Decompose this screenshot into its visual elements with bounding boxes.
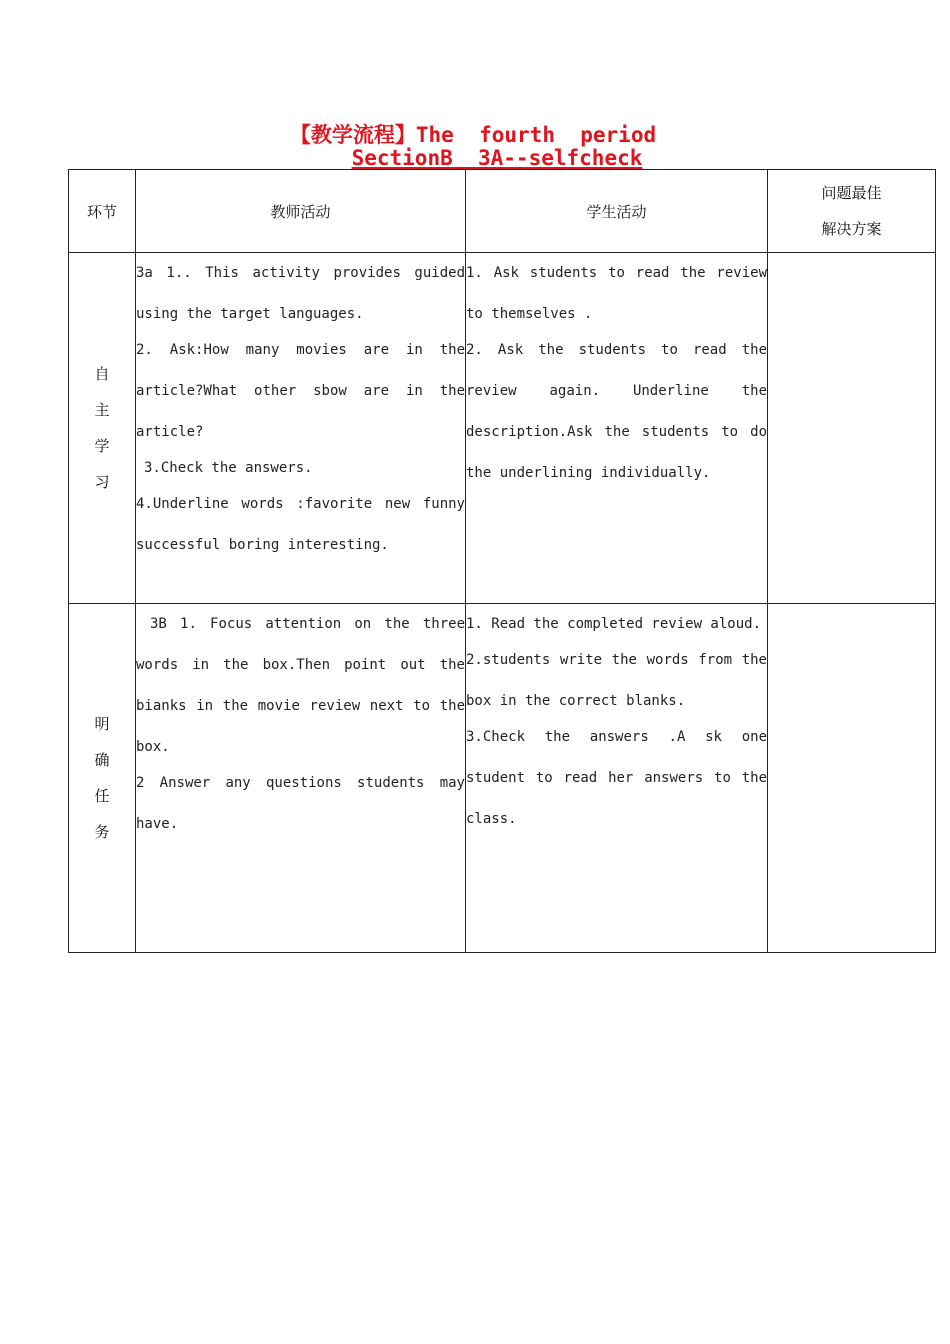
table-row bbox=[69, 253, 936, 604]
solution-cell bbox=[768, 253, 936, 604]
header-teacher-activity: 教师活动 bbox=[136, 170, 466, 253]
title-line-2: SectionB 3A--selfcheck bbox=[351, 146, 643, 170]
stage-char: 明 bbox=[94, 715, 110, 733]
title-line-1 bbox=[0, 124, 948, 147]
header-stage: 环节 bbox=[69, 170, 136, 253]
solution-cell bbox=[768, 604, 936, 953]
student-activity-cell bbox=[466, 253, 768, 604]
stage-char: 主 bbox=[94, 401, 110, 419]
header-row bbox=[69, 170, 936, 253]
stage-char: 务 bbox=[94, 823, 110, 841]
stage-char: 学 bbox=[94, 437, 110, 455]
header-student-activity: 学生活动 bbox=[466, 170, 768, 253]
student-activity-cell bbox=[466, 604, 768, 953]
header-best-solution bbox=[768, 170, 936, 253]
title-cn: 【教学流程】 bbox=[289, 123, 416, 147]
teacher-step: 3.Check the answers. bbox=[144, 460, 313, 476]
stage-char: 确 bbox=[94, 751, 110, 769]
teacher-activity-cell bbox=[136, 253, 466, 604]
student-step: 2.students write the words from the box in the correct blanks. bbox=[466, 652, 767, 709]
stage-char: 自 bbox=[94, 365, 110, 383]
teacher-step: 3B 1. Focus attention on the three words in the box.Then point out the bianks in the movie review next to the box. bbox=[136, 616, 465, 755]
stage-cell bbox=[69, 604, 136, 953]
header-solution-line-2: 解决方案 bbox=[821, 220, 882, 238]
stage-cell bbox=[69, 253, 136, 604]
student-step: 1. Read the completed review aloud. bbox=[466, 616, 762, 632]
teacher-step: 2 Answer any questions students may have. bbox=[136, 775, 465, 832]
teacher-step: 4.Underline words :favorite new funny successful boring interesting. bbox=[136, 496, 465, 553]
student-step: 3.Check the answers .A sk one student to read her answers to the class. bbox=[466, 729, 767, 827]
stage-char: 任 bbox=[94, 787, 110, 805]
title-en: The fourth period bbox=[415, 123, 657, 147]
table-row bbox=[69, 604, 936, 953]
teacher-activity-cell bbox=[136, 604, 466, 953]
teacher-step: 3a 1.. This activity provides guided using the target languages. bbox=[136, 265, 465, 322]
student-step: 2. Ask the students to read the review again. Underline the description.Ask the students to do the underlining individually. bbox=[466, 342, 767, 481]
student-step: 1. Ask students to read the review to themselves . bbox=[466, 265, 767, 322]
teaching-flow-table bbox=[68, 169, 936, 953]
teacher-step: 2. Ask:How many movies are in the article?What other sbow are in the article? bbox=[136, 342, 465, 440]
stage-char: 习 bbox=[94, 473, 110, 491]
header-solution-line-1: 问题最佳 bbox=[821, 184, 882, 202]
